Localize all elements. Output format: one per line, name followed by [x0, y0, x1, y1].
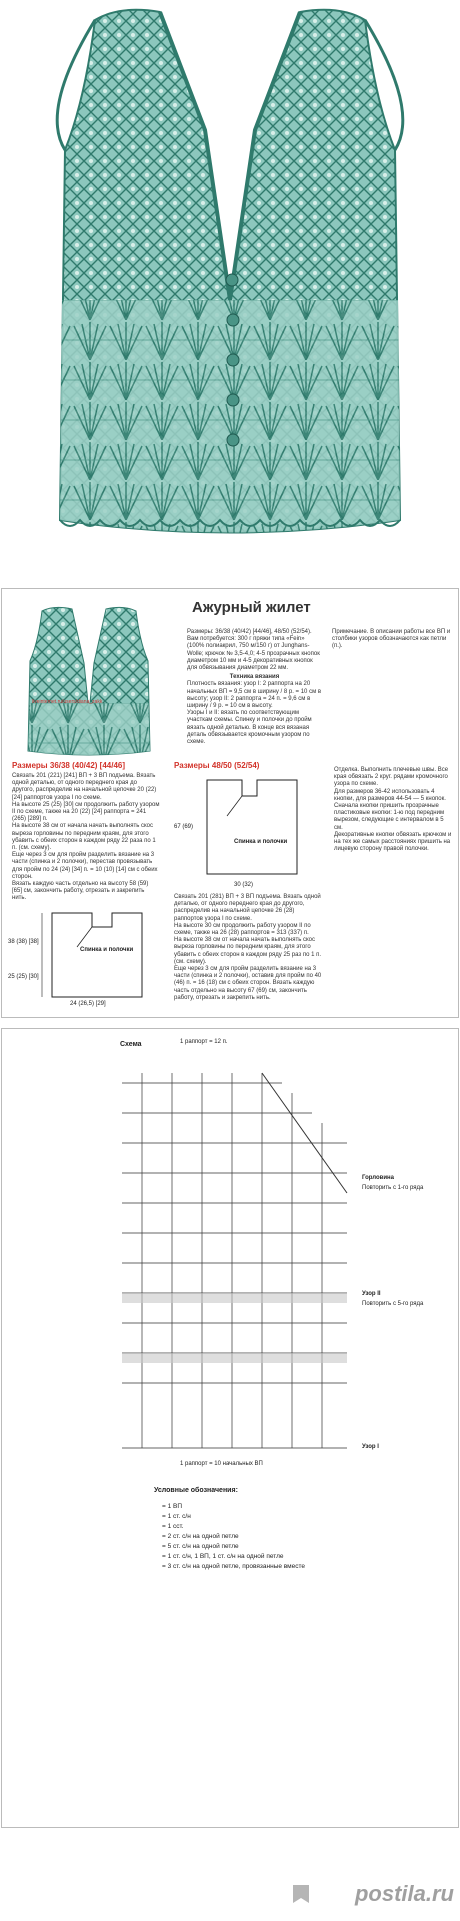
legend-2dc: = 2 ст. с/н на одной петле: [162, 1533, 239, 1540]
scheme-title: Схема: [120, 1041, 142, 1048]
size-a-text: [12, 773, 160, 903]
size-a-step-3: На высоте 38 см от начала начать выполнять скос выреза горловины по передним краям, для этого убавить с обеих сторон в каждом ряду 22 раза по 1 п. (см. схему).: [12, 823, 156, 852]
intro-gauge: Плотность вязания: узор I: 2 раппорта на 20 начальных ВП = 9,5 см в ширину / 8 р. = 10 см в высоту; узор II: 2 раппорта = 24 п. = 9,6 см в ширину / 9 р. = 10 см в высоту.: [187, 681, 322, 710]
legend-chain: = 1 ВП: [162, 1503, 183, 1510]
diagram-a-dim-2: 25 (25) [30]: [8, 974, 39, 980]
repeat-top: 1 раппорт = 12 п.: [180, 1039, 228, 1045]
vest-thumbnail: [14, 603, 164, 758]
label-repeat-5: Повторить с 5-го ряда: [362, 1301, 424, 1307]
size-b-step-4: Еще через 3 см для пройм разделить вязание на 3 части (спинка и 2 полочки), оставив для пройм по 40 (46) п. = 16 (18) см с обеих сторон. Вязать каждую часть отдельно на высоту 67 (69) см, закончить работу, отрезать и закрепить нить.: [174, 966, 322, 1001]
intro-patterns: Узоры I и II: вязать по соответствующим участкам схемы. Спинку и полочки до пройм вязать одной деталью. В конце вся вязаная деталь обвязывается кромочным узором по схеме.: [187, 710, 312, 746]
instructions-panel: [1, 588, 459, 1018]
legend-3dc-tog: = 3 ст. с/н на одной петле, провязанные вместе: [162, 1563, 306, 1570]
size-a-step-2: На высоте 25 (25) [30] см продолжить работу узором II по схеме, также на 20 (22) [24] раппорта = 241 (265) [289] п.: [12, 801, 160, 823]
technique-heading: Техника вязания: [229, 674, 280, 681]
photo-caption: liveinternet.ru/users/diana_zakk: [32, 699, 103, 705]
finishing-step-1: Отделка. Выполнить плечевые швы. Все края обвязать 2 круг. рядами кромочного узора по схеме.: [334, 767, 449, 788]
size-a-step-5: Вязать каждую часть отдельно на высоту 58 (59) [65] см, закончить работу, отрезать и закрепить нить.: [12, 881, 149, 902]
repeat-bottom: 1 раппорт = 10 начальных ВП: [180, 1461, 263, 1467]
diagram-a-label: Спинка и полочки: [80, 947, 134, 953]
diagram-b-dim-2: 30 (32): [234, 882, 254, 888]
label-pattern-2: Узор II: [362, 1291, 381, 1297]
intro-text: [187, 629, 322, 746]
diagram-b-label: Спинка и полочки: [234, 839, 288, 845]
label-pattern-1: Узор I: [362, 1444, 379, 1450]
label-neckline: Горловина: [362, 1175, 395, 1181]
diagram-a-dim-1: 38 (38) [38]: [8, 939, 39, 945]
intro-materials: Вам потребуется: 300 г пряжи типа «Fein» (100% полиакрил, 750 м/150 г) от Junghans-Wolle; крючок № 3,5-4,0; 4-5 прозрачных кнопок диаметром 10 мм и 4-5 декоративных кнопок для обвязывания диаметром 22 мм.: [187, 636, 320, 672]
finishing-text: [334, 767, 452, 853]
article-title: Ажурный жилет: [192, 599, 311, 616]
legend-title: Условные обозначения:: [154, 1487, 238, 1494]
size-a-step-1: Связать 201 (221) [241] ВП + 3 ВП подъема. Вязать одной деталью, от одного переднего края до другого, распределив на начальной цепочке 20 (22) [24] раппортов узора I по схеме.: [12, 773, 157, 801]
legend-dc: = 1 ст. с/н: [162, 1513, 191, 1520]
legend-5dc: = 5 ст. с/н на одной петле: [162, 1543, 239, 1550]
size-a-heading: Размеры 36/38 (40/42) [44/46]: [12, 761, 126, 770]
diagram-a-dim-3: 24 (26,5) [29]: [70, 1001, 106, 1007]
postila-logo-icon: [290, 1883, 312, 1907]
footer: [0, 1828, 460, 1921]
label-repeat-1: Повторить с 1-го ряда: [362, 1185, 424, 1191]
crochet-chart-panel: [1, 1028, 459, 1828]
intro-sizes: Размеры: 36/38 (40/42) [44/46], 48/50 (52/54).: [187, 629, 312, 635]
vest-photo-panel: [0, 0, 460, 560]
schematic-size-b: [182, 774, 322, 884]
note-text: Примечание. В описании работы все ВП и столбики узоров обозначаются как петли (п.).: [332, 629, 451, 650]
size-b-step-1: Связать 201 (281) ВП + 3 ВП подъема. Вязать одной деталью, от одного переднего края до другого, распределив на начальной цепочке 26 (28) раппортов узора I по схеме.: [174, 894, 321, 922]
legend-v-stitch: = 1 ст. с/н, 1 ВП, 1 ст. с/н на одной петле: [162, 1553, 284, 1560]
size-a-step-4: Еще через 3 см для пройм разделить вязание на 3 части (спинка и 2 полочки), перестав провязывать для пройм по 24 (24) [34] п. = 10 (10) [14] см с обеих сторон.: [12, 852, 158, 880]
crochet-vest-photo: [0, 0, 460, 560]
stitch-chart: [112, 1053, 357, 1453]
size-b-step-3: На высоте 38 см от начала начать выполнять скос выреза горловины по передним краям, для этого убавить с обеих сторон в каждом ряду 25 раз по 1 п. (см. схему).: [174, 937, 321, 965]
legend-slst: = 1 сст.: [162, 1523, 184, 1530]
size-b-step-2: На высоте 30 см продолжить работу узором II по схеме, также на 26 (28) раппортов = 313 (337) п.: [174, 922, 311, 937]
finishing-step-3: Декоративные кнопки обвязать крючком и на тех же самых расстояниях пришить на лицевую сторону правой полочки.: [334, 831, 452, 853]
postila-watermark: postila.ru: [354, 1881, 454, 1906]
size-b-heading: Размеры 48/50 (52/54): [174, 761, 260, 770]
schematic-size-a: [22, 907, 162, 1007]
finishing-step-2: Для размеров 36-42 использовать 4 кнопки, для размеров 44-54 — 5 кнопок. Сначала кнопки пришить прозрачные пластиковые кнопки: 1-ю под передним вырезом, следующие с интервалом в 5 см.: [334, 788, 446, 831]
size-b-text: [174, 894, 324, 1002]
diagram-b-dim-1: 67 (69): [174, 824, 194, 830]
